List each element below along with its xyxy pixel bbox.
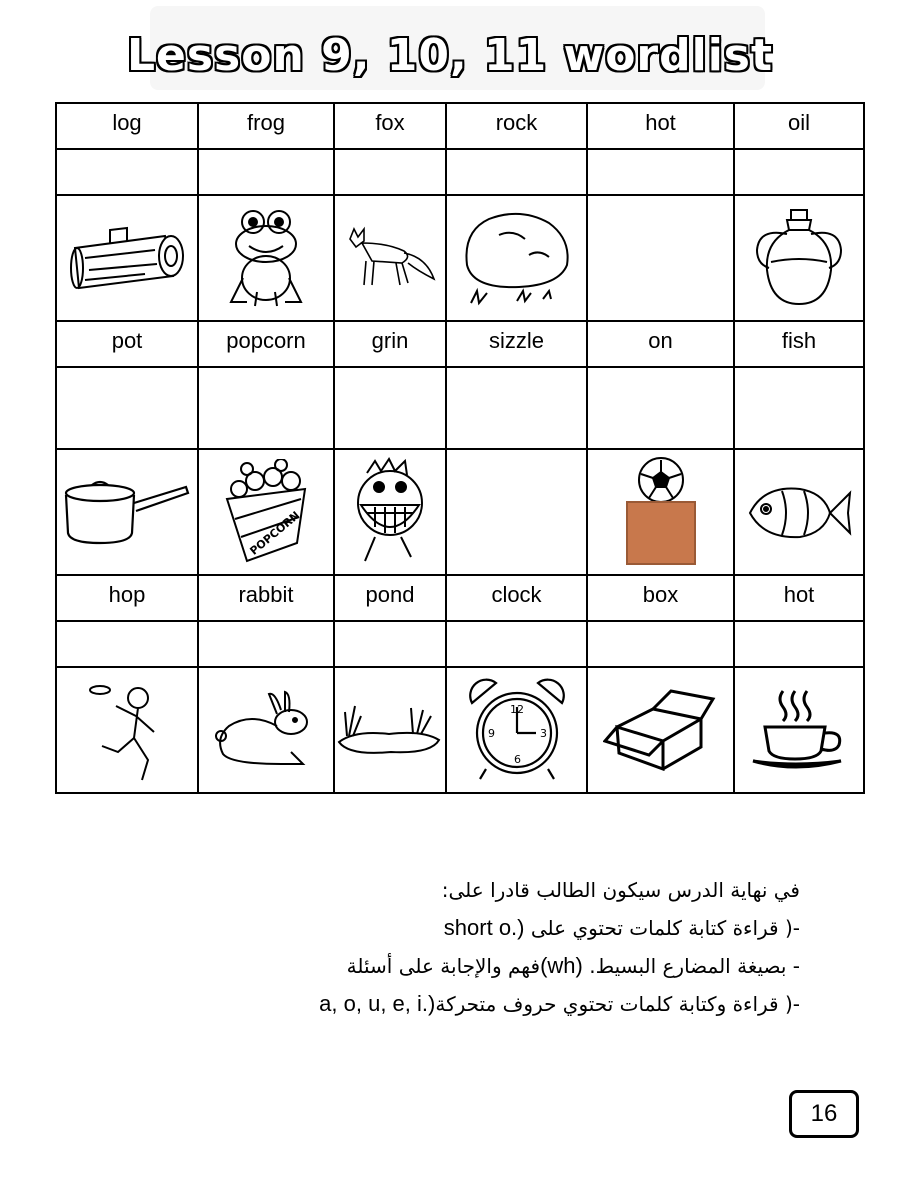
picture-cell: [734, 449, 864, 575]
picture-cell: [56, 195, 198, 321]
picture-cell: [56, 667, 198, 793]
writing-row: [56, 149, 864, 195]
rock-icon: [459, 205, 575, 311]
writing-cell[interactable]: [334, 367, 446, 449]
word-row: [56, 321, 864, 367]
picture-cell: [198, 195, 334, 321]
word-cell: fish: [734, 321, 864, 367]
popcorn-icon: [221, 459, 311, 565]
ball-on-box-icon: [613, 456, 709, 568]
word-cell: rock: [446, 103, 587, 149]
goals-intro: في نهاية الدرس سيكون الطالب قادرا على:: [441, 878, 800, 902]
word-row: [56, 575, 864, 621]
picture-cell: [198, 449, 334, 575]
picture-cell: [587, 195, 734, 321]
picture-cell: [446, 449, 587, 575]
word-cell: oil: [734, 103, 864, 149]
svg-text:3: 3: [539, 727, 547, 740]
frog-icon: [221, 206, 311, 310]
picture-cell: [734, 195, 864, 321]
writing-cell[interactable]: [56, 621, 198, 667]
goal-3-arabic: -( قراءة وكتابة كلمات تحتوي حروف متحركة: [435, 992, 800, 1016]
picture-cell: [198, 667, 334, 793]
hopping-boy-icon: [82, 676, 172, 784]
oil-jar-icon: [751, 208, 847, 308]
writing-row: [56, 367, 864, 449]
learning-goals: [190, 872, 800, 1023]
svg-text:6: 6: [513, 753, 521, 766]
writing-cell[interactable]: [587, 367, 734, 449]
picture-cell: [334, 195, 446, 321]
clock-icon: [462, 675, 572, 785]
word-cell: frog: [198, 103, 334, 149]
writing-cell[interactable]: [334, 149, 446, 195]
word-cell: fox: [334, 103, 446, 149]
word-cell: sizzle: [446, 321, 587, 367]
writing-cell[interactable]: [446, 149, 587, 195]
word-cell: log: [56, 103, 198, 149]
wordlist-table: [55, 102, 865, 794]
page-number: 16: [789, 1090, 859, 1138]
writing-cell[interactable]: [56, 367, 198, 449]
log-icon: [65, 218, 189, 298]
writing-cell[interactable]: [334, 621, 446, 667]
writing-cell[interactable]: [198, 367, 334, 449]
picture-cell: [446, 195, 587, 321]
fish-icon: [744, 477, 854, 547]
rabbit-icon: [211, 690, 321, 770]
pot-icon: [62, 477, 192, 547]
writing-cell[interactable]: [198, 621, 334, 667]
word-cell: clock: [446, 575, 587, 621]
word-cell: pond: [334, 575, 446, 621]
picture-cell: [334, 667, 446, 793]
word-cell: pot: [56, 321, 198, 367]
fox-icon: [342, 223, 438, 293]
picture-row: [56, 195, 864, 321]
writing-cell[interactable]: [734, 149, 864, 195]
goal-3-latin: a, o, u, e, i.): [319, 991, 436, 1016]
picture-cell: [446, 667, 587, 793]
picture-cell: [587, 667, 734, 793]
word-row: [56, 103, 864, 149]
writing-cell[interactable]: [446, 367, 587, 449]
writing-cell[interactable]: [446, 621, 587, 667]
pond-icon: [335, 700, 445, 760]
word-cell: hot: [734, 575, 864, 621]
word-cell: hot: [587, 103, 734, 149]
goal-2-arabic-end: فهم والإجابة على أسئلة: [346, 954, 541, 978]
picture-row: [56, 667, 864, 793]
writing-cell[interactable]: [587, 149, 734, 195]
goal-2-latin: (wh): [540, 953, 583, 978]
word-cell: rabbit: [198, 575, 334, 621]
goal-2-arabic: - بصيغة المضارع البسيط.: [589, 954, 800, 978]
writing-row: [56, 621, 864, 667]
goal-2: [190, 947, 800, 985]
svg-text:12: 12: [509, 703, 524, 716]
picture-cell: [734, 667, 864, 793]
writing-cell[interactable]: [734, 367, 864, 449]
picture-cell: [56, 449, 198, 575]
goal-1-latin: short o.): [443, 915, 525, 940]
grin-icon: [345, 457, 435, 567]
popcorn-box-label: POPCORN: [247, 508, 303, 558]
goal-1-arabic: -( قراءة كتابة كلمات تحتوي على: [530, 916, 800, 940]
word-cell: grin: [334, 321, 446, 367]
goal-3: [190, 985, 800, 1023]
picture-cell: [334, 449, 446, 575]
picture-cell: [587, 449, 734, 575]
word-cell: on: [587, 321, 734, 367]
writing-cell[interactable]: [734, 621, 864, 667]
writing-cell[interactable]: [587, 621, 734, 667]
writing-cell[interactable]: [198, 149, 334, 195]
writing-cell[interactable]: [56, 149, 198, 195]
box-icon: [603, 689, 719, 771]
word-cell: box: [587, 575, 734, 621]
hot-cup-icon: [751, 687, 847, 773]
goal-1: [190, 909, 800, 947]
picture-row: [56, 449, 864, 575]
page-title: Lesson 9, 10, 11 wordlist: [126, 30, 774, 81]
word-cell: popcorn: [198, 321, 334, 367]
word-cell: hop: [56, 575, 198, 621]
svg-text:9: 9: [487, 727, 495, 740]
